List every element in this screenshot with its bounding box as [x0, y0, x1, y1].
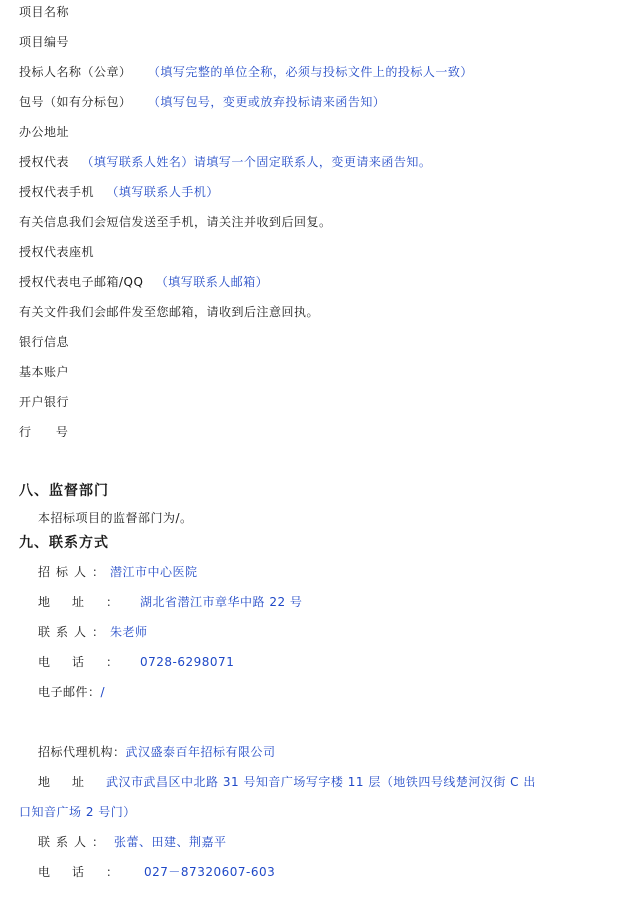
agency-contact-value: 张蕾、田建、荆嘉平	[114, 835, 227, 849]
agency-address-value-1: 武汉市武昌区中北路 31 号知音广场写字楼 11 层（地铁四号线楚河汉街 C 出	[106, 775, 536, 789]
agency-phone	[38, 864, 275, 880]
field-rep-email	[19, 274, 268, 290]
contact-person-value: 朱老师	[110, 625, 148, 639]
field-basic-account: 基本账户	[19, 365, 70, 379]
field-rep-email-note: （填写联系人邮箱）	[155, 275, 269, 289]
field-rep-mobile-note: （填写联系人手机）	[106, 185, 219, 199]
field-rep-mobile	[19, 184, 219, 200]
contact-tenderer-value: 潜江市中心医院	[110, 565, 198, 579]
contact-address-value: 湖北省潜江市章华中路 22 号	[140, 595, 303, 609]
field-bidder-name-note: （填写完整的单位全称，必须与投标文件上的投标人一致）	[147, 65, 473, 79]
agency-address	[38, 774, 536, 790]
contact-email-label: 电子邮件：	[38, 685, 101, 699]
contact-tenderer	[38, 564, 198, 580]
field-project-name: 项目名称	[19, 5, 70, 19]
field-rep-landline: 授权代表座机	[19, 245, 95, 259]
agency-address-label: 地址	[38, 775, 107, 789]
field-authorized-rep-label: 授权代表	[19, 155, 70, 169]
field-bank-name: 开户银行	[19, 395, 70, 409]
section-8-text: 本招标项目的监督部门为/。	[38, 511, 193, 525]
field-bank-info: 银行信息	[19, 335, 70, 349]
contact-address-label: 地址：	[38, 595, 141, 609]
contact-email-value: /	[100, 685, 106, 699]
contact-phone	[38, 654, 234, 670]
contact-person-label: 联系人：	[38, 625, 111, 639]
contact-phone-value: 0728-6298071	[140, 655, 235, 669]
field-rep-email-label: 授权代表电子邮箱/QQ	[19, 275, 144, 289]
agency-contact-label: 联系人：	[38, 835, 111, 849]
agency-phone-label: 电话：	[38, 865, 141, 879]
section-8-heading: 八、监督部门	[19, 483, 109, 499]
field-package-note: （填写包号，变更或放弃投标请来函告知）	[147, 95, 386, 109]
field-bidder-name	[19, 64, 473, 80]
field-authorized-rep	[19, 154, 431, 170]
agency-contact	[38, 834, 227, 850]
field-bidder-name-label: 投标人名称（公章）	[19, 65, 132, 79]
field-bank-number-label-a: 行	[19, 425, 32, 439]
section-9-heading: 九、联系方式	[19, 535, 109, 551]
contact-address	[38, 594, 302, 610]
field-office-address: 办公地址	[19, 125, 70, 139]
mail-notice: 有关文件我们会邮件发至您邮箱，请收到后注意回执。	[19, 305, 320, 319]
agency-name	[38, 744, 276, 760]
agency-address-value-2: 口知音广场 2 号门）	[19, 805, 136, 819]
agency-phone-value: 027－87320607-603	[144, 865, 276, 879]
field-bank-number	[19, 424, 68, 440]
field-authorized-rep-note: （填写联系人姓名）请填写一个固定联系人，变更请来函告知。	[81, 155, 432, 169]
field-package-label: 包号（如有分标包）	[19, 95, 132, 109]
field-rep-mobile-label: 授权代表手机	[19, 185, 95, 199]
field-bank-number-label-b: 号	[55, 425, 69, 439]
contact-tenderer-label: 招标人：	[38, 565, 111, 579]
contact-email	[38, 684, 105, 700]
contact-phone-label: 电话：	[38, 655, 141, 669]
field-project-number: 项目编号	[19, 35, 70, 49]
agency-name-value: 武汉盛泰百年招标有限公司	[125, 745, 276, 759]
agency-name-label: 招标代理机构：	[38, 745, 126, 759]
sms-notice: 有关信息我们会短信发送至手机，请关注并收到后回复。	[19, 215, 332, 229]
contact-person	[38, 624, 148, 640]
field-package	[19, 94, 385, 110]
